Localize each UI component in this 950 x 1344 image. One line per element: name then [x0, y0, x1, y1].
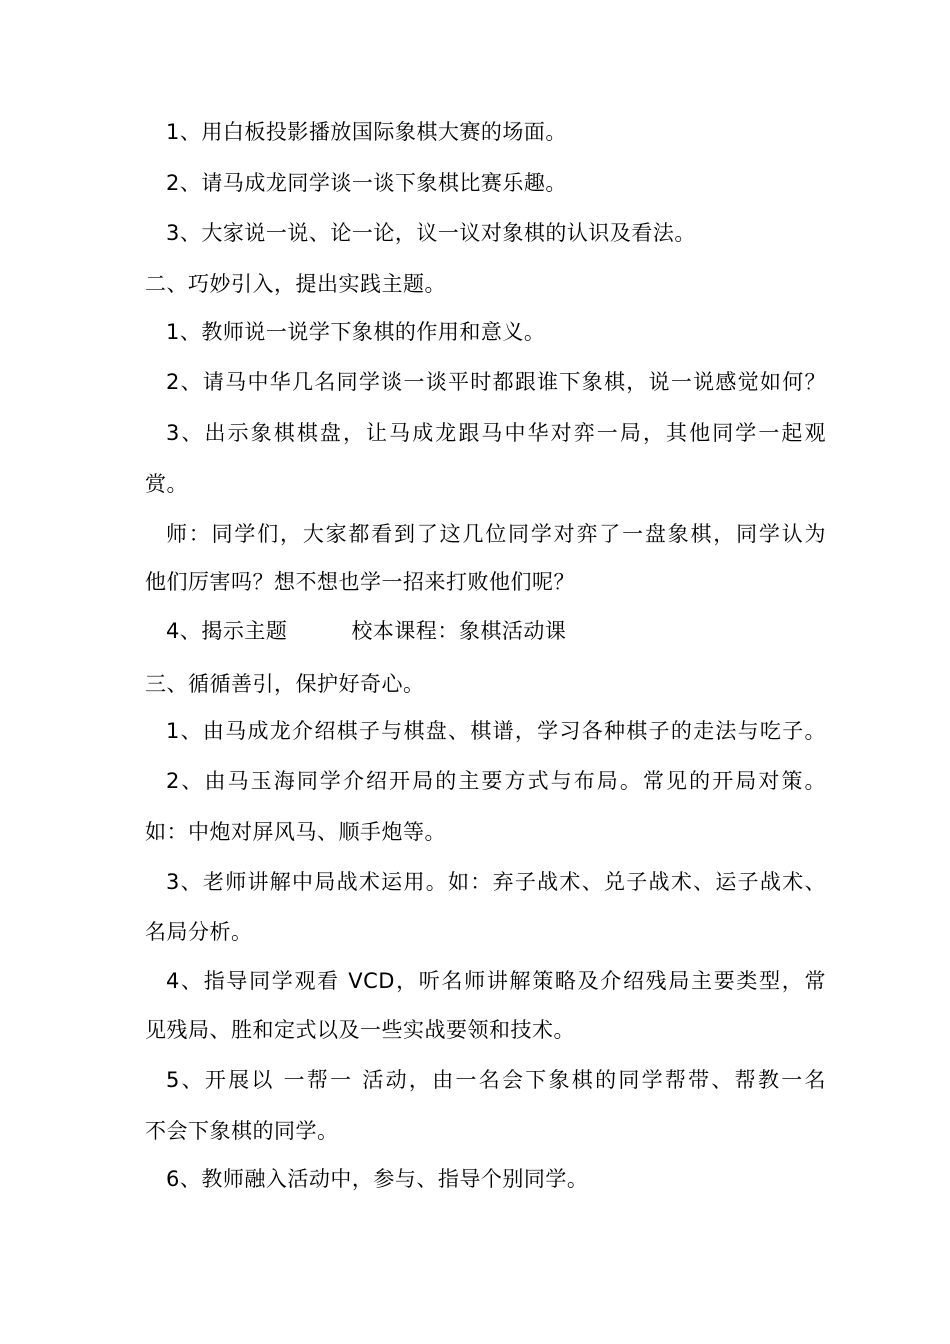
section-heading: 三、循循善引，保护好奇心。: [145, 672, 425, 696]
paragraph-line: 名局分析。: [145, 920, 253, 944]
topic-label: 4、揭示主题: [166, 619, 288, 643]
section-heading: 二、巧妙引入，提出实践主题。: [145, 272, 446, 296]
paragraph-line: 2、由马玉海同学介绍开局的主要方式与布局。常见的开局对策。: [166, 769, 826, 793]
paragraph-line: 3、老师讲解中局战术运用。如：弃子战术、兑子战术、运子战术、: [166, 870, 826, 894]
paragraph-line: 1、由马成龙介绍棋子与棋盘、棋谱，学习各种棋子的走法与吃子。: [166, 719, 826, 743]
paragraph-line: 3、大家说一说、论一论，议一议对象棋的认识及看法。: [166, 221, 696, 245]
paragraph-line: 见残局、胜和定式以及一些实战要领和技术。: [145, 1018, 575, 1042]
paragraph-line: 师：同学们，大家都看到了这几位同学对弈了一盘象棋，同学认为: [166, 522, 826, 546]
topic-value: 校本课程：象棋活动课: [351, 619, 567, 643]
paragraph-line: 4、指导同学观看 VCD，听名师讲解策略及介绍残局主要类型，常: [166, 969, 826, 993]
paragraph-line: 1、用白板投影播放国际象棋大赛的场面。: [166, 120, 567, 144]
paragraph-line: 2、请马中华几名同学谈一谈平时都跟谁下象棋，说一说感觉如何？: [166, 370, 826, 394]
paragraph-line: 如：中炮对屏风马、顺手炮等。: [145, 820, 446, 844]
paragraph-line: 赏。: [145, 472, 188, 496]
paragraph-line: [166, 616, 826, 646]
paragraph-line: 6、教师融入活动中，参与、指导个别同学。: [166, 1167, 589, 1191]
paragraph-line: 2、请马成龙同学谈一谈下象棋比赛乐趣。: [166, 171, 567, 195]
paragraph-line: 不会下象棋的同学。: [145, 1119, 339, 1143]
paragraph-line: 他们厉害吗？想不想也学一招来打败他们呢？: [145, 570, 575, 594]
paragraph-line: 5、开展以 一帮一 活动，由一名会下象棋的同学帮带、帮教一名: [166, 1068, 826, 1092]
paragraph-line: 3、出示象棋棋盘，让马成龙跟马中华对弈一局，其他同学一起观: [166, 421, 826, 445]
paragraph-line: 1、教师说一说学下象棋的作用和意义。: [166, 320, 546, 344]
